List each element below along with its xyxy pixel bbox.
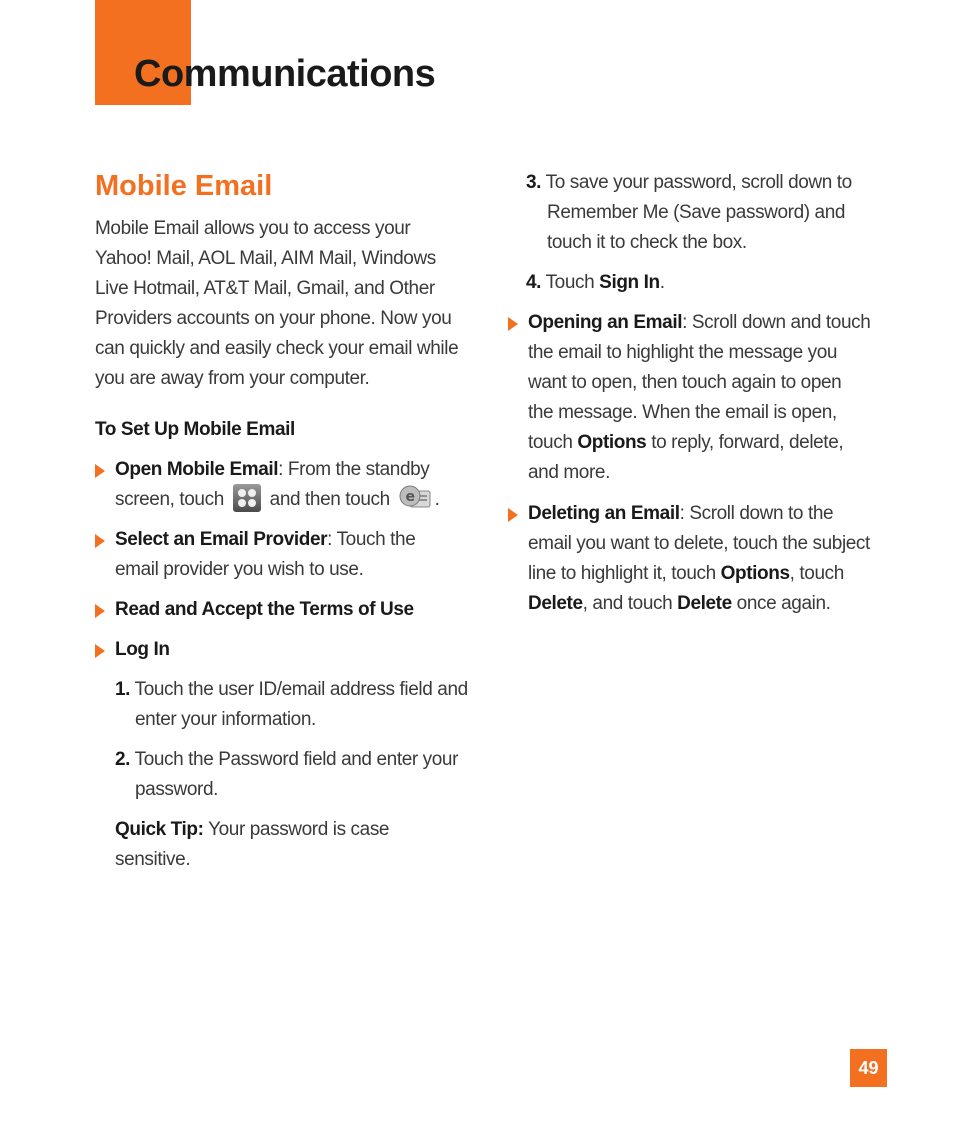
intro-line: Live Hotmail, AT&T Mail, Gmail, and Other (95, 278, 435, 299)
section-title: Mobile Email (95, 170, 273, 202)
bullet-select-provider: Select an Email Provider: Touch the email provider you wish to use. (95, 525, 480, 587)
email-icon (398, 483, 432, 513)
intro-line: Yahoo! Mail, AOL Mail, AIM Mail, Windows (95, 248, 436, 269)
step-number: 2. (115, 749, 131, 770)
page-title: Communications (134, 53, 436, 95)
intro-paragraph (95, 214, 458, 394)
step-1: 1. Touch the user ID/email address field and enter your information. (115, 679, 468, 730)
step-number: 3. (526, 172, 542, 193)
step-3: 3. To save your password, scroll down to Remember Me (Save password) and touch it to check the box. (526, 172, 852, 253)
bullet-label: Deleting an Email (528, 503, 680, 524)
bullet-arrow-icon (508, 508, 518, 522)
bullet-arrow-icon (508, 317, 518, 331)
bullet-opening-email: Opening an Email: Scroll down and touch the email to highlight the message you want to open, then touch again to open the message. When the email is open, touch Options to reply, forward, delete, and more. (508, 308, 898, 493)
quick-tip-label: Quick Tip: (115, 819, 204, 840)
bullet-deleting-email: Deleting an Email: Scroll down to the email you want to delete, touch the subject line to highlight it, touch Options, touch Delete, and touch Delete once again. (508, 499, 898, 624)
intro-line: you are away from your computer. (95, 368, 370, 389)
bullet-open-mobile-email: Open Mobile Email: From the standby screen, touch and then touch e . (95, 455, 480, 517)
step-4: 4. Touch Sign In. (526, 272, 665, 293)
intro-line: can quickly and easily check your email while (95, 338, 459, 359)
step-number: 1. (115, 679, 131, 700)
bullet-arrow-icon (95, 604, 105, 618)
bullet-label: Read and Accept the Terms of Use (115, 599, 414, 620)
intro-line: Providers accounts on your phone. Now you (95, 308, 452, 329)
bullet-label: Select an Email Provider (115, 529, 328, 550)
quick-tip: Quick Tip: Your password is case sensitive. (115, 819, 390, 870)
menu-grid-icon (232, 483, 262, 513)
bullet-label: Opening an Email (528, 312, 683, 333)
step-2: 2. Touch the Password field and enter your password. (115, 749, 459, 800)
intro-line: Mobile Email allows you to access your (95, 218, 411, 239)
bullet-read-terms (95, 595, 480, 625)
bullet-arrow-icon (95, 464, 105, 478)
bullet-label: Log In (115, 639, 170, 660)
bullet-log-in (95, 635, 480, 665)
page-number: 49 (850, 1049, 887, 1087)
bullet-arrow-icon (95, 644, 105, 658)
setup-heading: To Set Up Mobile Email (95, 419, 295, 440)
bullet-label: Open Mobile Email (115, 459, 279, 480)
svg-text:e: e (405, 489, 415, 505)
bullet-arrow-icon (95, 534, 105, 548)
step-number: 4. (526, 272, 542, 293)
